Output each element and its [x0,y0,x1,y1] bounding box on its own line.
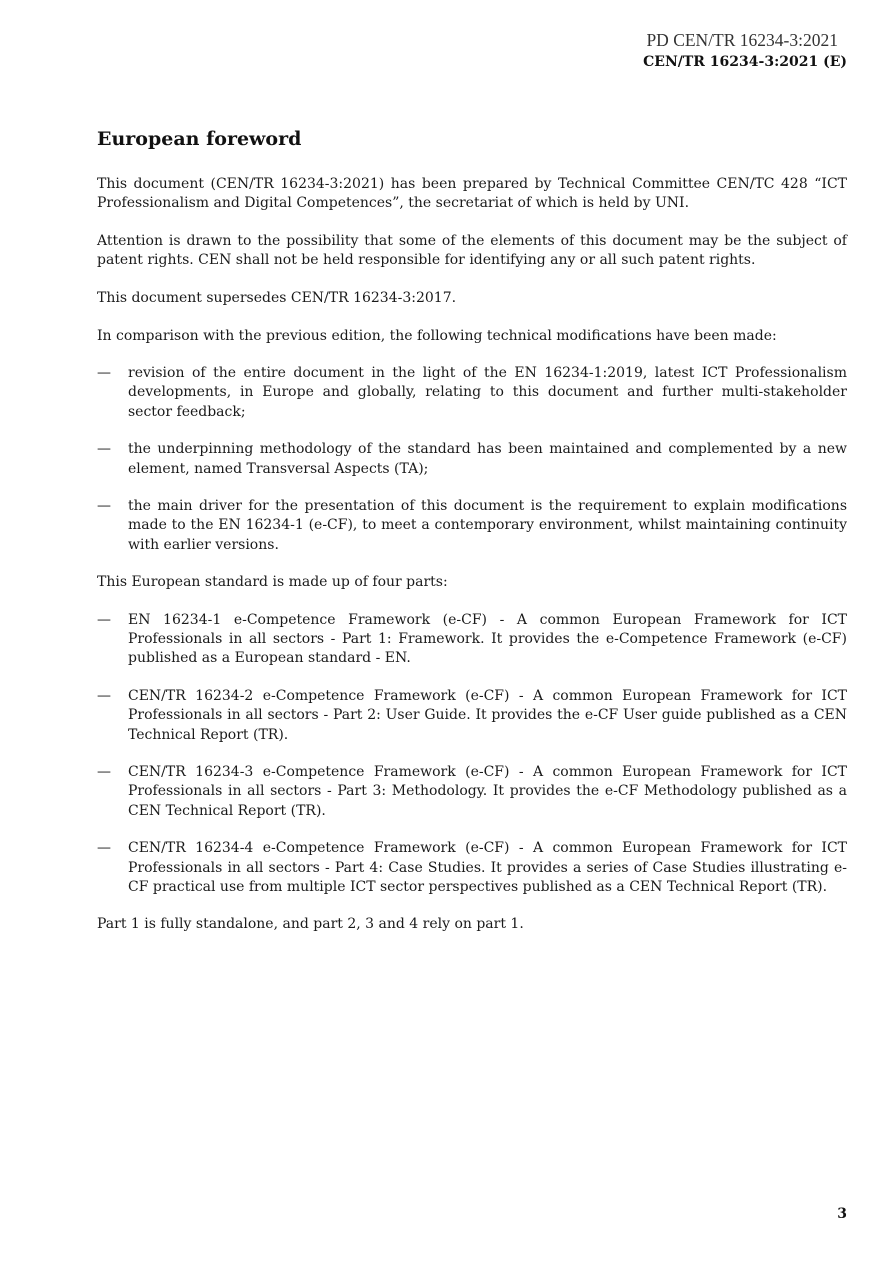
paragraph-modifications-intro: In comparison with the previous edition, the following technical modifications have been made: [97,327,777,344]
parts-list [97,611,847,897]
dash-marker: — [97,365,111,382]
list-item-text: revision of the entire document in the light of the EN 16234-1:2019, latest ICT Professionalism developments, in Europe and globally, relating to this document and further multi-stakeholder sector feedback; [128,365,847,420]
list-item [97,364,847,422]
dash-marker: — [97,612,111,629]
dash-marker: — [97,840,111,857]
list-item [97,497,847,555]
list-item [97,440,847,478]
page-number: 3 [837,1206,847,1222]
list-item [97,687,847,745]
paragraph-supersedes: This document supersedes CEN/TR 16234-3:2017. [97,289,457,306]
paragraph-preparation: This document (CEN/TR 16234-3:2021) has been prepared by Technical Committee CEN/TC 428 “ICT Professionalism and Digital Competences”, the secretariat of which is held by UNI. [97,176,847,212]
paragraph-patent-notice: Attention is drawn to the possibility that some of the elements of this document may be the subject of patent rights. CEN shall not be held responsible for identifying any or all such patent rights. [97,232,847,269]
dash-marker: — [97,688,111,705]
header-document-id-language: CEN/TR 16234-3:2021 (E) [643,54,847,70]
list-item [97,611,847,669]
dash-marker: — [97,441,111,458]
paragraph-standalone-note: Part 1 is fully standalone, and part 2, 3 and 4 rely on part 1. [97,916,524,933]
dash-marker: — [97,498,111,515]
list-item-text: EN 16234-1 e-Competence Framework (e-CF) - A common European Framework for ICT Professionals in all sectors - Part 1: Framework. It provides the e-Competence Framework (e-CF) published as a European standard - EN. [128,612,847,667]
header-document-id: PD CEN/TR 16234-3:2021 [646,30,838,50]
list-item [97,839,847,897]
list-item-text: CEN/TR 16234-4 e-Competence Framework (e-CF) - A common European Framework for ICT Professionals in all sectors - Part 4: Case Studies. It provides a series of Case Studies illustrating e-CF practical use from multiple ICT sector perspectives published as a CEN Technical Report (TR). [128,840,847,895]
paragraph-parts-intro: This European standard is made up of four parts: [97,574,448,591]
dash-marker: — [97,764,111,781]
list-item-text: CEN/TR 16234-2 e-Competence Framework (e-CF) - A common European Framework for ICT Professionals in all sectors - Part 2: User Guide. It provides the e-CF User guide published as a CEN Technical Report (TR). [128,688,847,743]
modifications-list [97,364,847,555]
page-title: European foreword [97,128,302,150]
list-item-text: the main driver for the presentation of this document is the requirement to explain modifications made to the EN 16234-1 (e-CF), to meet a contemporary environment, whilst maintaining continuity with earlier versions. [128,498,847,553]
list-item-text: the underpinning methodology of the standard has been maintained and complemented by a new element, named Transversal Aspects (TA); [128,441,847,477]
document-body [97,175,847,953]
list-item [97,763,847,821]
list-item-text: CEN/TR 16234-3 e-Competence Framework (e-CF) - A common European Framework for ICT Professionals in all sectors - Part 3: Methodology. It provides the e-CF Methodology published as a CEN Technical Report (TR). [128,764,847,819]
